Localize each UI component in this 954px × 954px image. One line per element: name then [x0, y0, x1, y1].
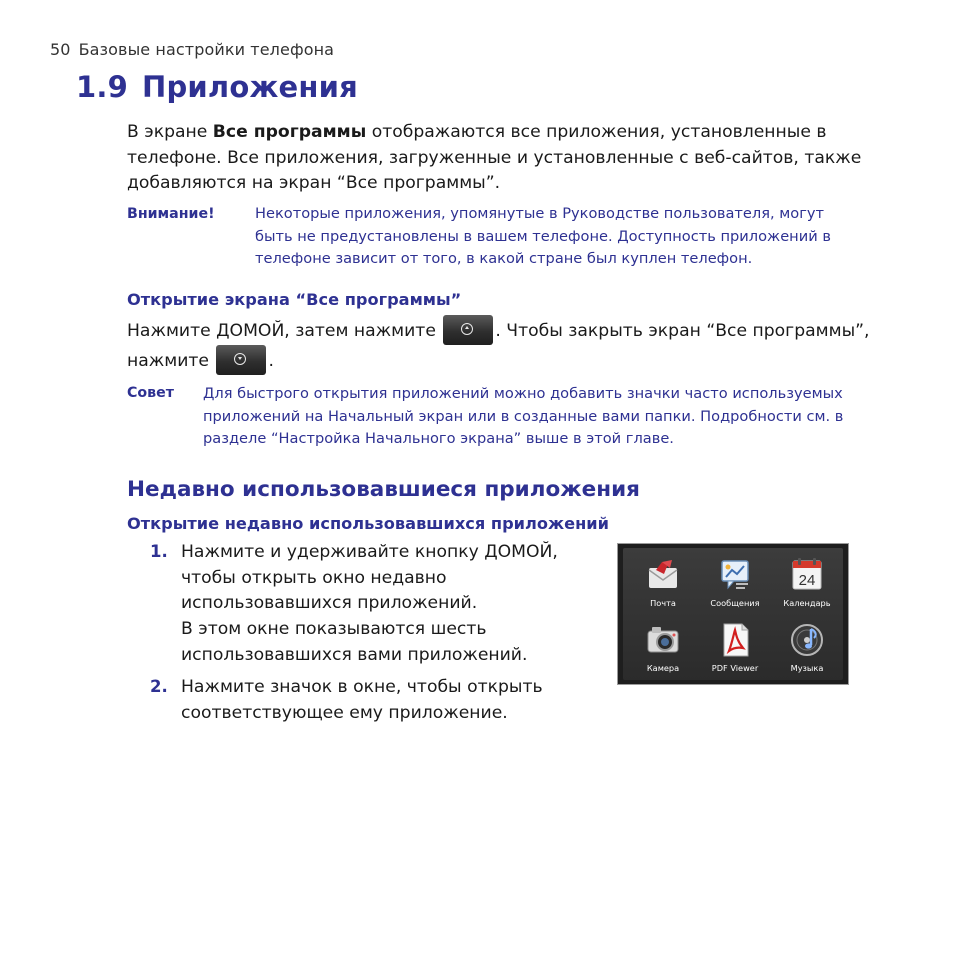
music-icon	[788, 621, 826, 659]
pdf-viewer-icon	[716, 621, 754, 659]
calendar-day-text: 24	[798, 572, 816, 589]
tip-text: Для быстрого открытия приложений можно добавить значки часто используемых приложений на Начальный экран или в созданные вами папки. Подробности см. в разделе “Настройка Начального экрана” выше в этой главе.	[203, 385, 844, 447]
app-mail[interactable]	[631, 556, 695, 608]
open-all-text-1: Нажмите ДОМОЙ, затем нажмите	[127, 321, 442, 341]
section-title	[76, 70, 358, 104]
recent-apps-screenshot	[617, 543, 849, 685]
camera-icon	[644, 621, 682, 659]
step-2-text: Нажмите значок в окне, чтобы открыть соответствующее ему приложение.	[181, 677, 543, 723]
open-all-text-4: .	[268, 351, 274, 371]
app-camera[interactable]	[631, 621, 695, 673]
messages-icon	[716, 556, 754, 594]
app-label: Почта	[650, 598, 676, 608]
app-messages[interactable]	[703, 556, 767, 608]
intro-bold: Все программы	[212, 122, 367, 142]
app-label: Календарь	[783, 598, 831, 608]
app-label: Камера	[646, 663, 680, 673]
intro-text-2: отображаются все приложения, установленные в телефоне. Все приложения, загруженные и установленные с веб-сайтов, также добавляются на экран “Все программы”.	[127, 122, 862, 193]
section-title-text: Приложения	[141, 70, 359, 104]
section-number: 1.9	[76, 70, 128, 104]
step-2-number: 2.	[150, 677, 168, 696]
open-all-text-3: нажмите	[127, 351, 215, 371]
recent-subheading: Открытие недавно использовавшихся приложений	[127, 514, 609, 533]
app-label: Музыка	[790, 663, 824, 673]
open-all-heading: Открытие экрана “Все программы”	[127, 290, 462, 309]
running-header	[50, 40, 334, 59]
calendar-icon	[788, 556, 826, 594]
intro-paragraph	[127, 120, 867, 197]
intro-text-1: В экране	[127, 122, 213, 142]
running-title: Базовые настройки телефона	[78, 40, 335, 59]
open-all-text-2: . Чтобы закрыть экран “Все программы”,	[495, 321, 870, 341]
app-label: PDF Viewer	[711, 663, 759, 673]
tip-label: Совет	[127, 385, 174, 401]
step-1-extra: В этом окне показываются шесть использовавшихся вами приложений.	[181, 619, 528, 665]
note-label: Внимание!	[127, 206, 215, 222]
mail-icon	[644, 556, 682, 594]
recent-heading: Недавно использовавшиеся приложения	[127, 477, 640, 502]
open-all-paragraph	[127, 315, 887, 375]
all-programs-close-button-icon	[216, 345, 266, 375]
page-number: 50	[50, 40, 71, 59]
app-calendar[interactable]	[775, 556, 839, 608]
note-text: Некоторые приложения, упомянутые в Руководстве пользователя, могут быть не предустановлены в вашем телефоне. Доступность приложений в телефоне зависит от того, в какой стране был куплен телефон.	[255, 205, 831, 267]
app-label: Сообщения	[710, 598, 760, 608]
step-1-text: Нажмите и удерживайте кнопку ДОМОЙ, чтобы открыть окно недавно использовавшихся приложений.	[181, 542, 558, 613]
all-programs-open-button-icon	[443, 315, 493, 345]
app-pdf-viewer[interactable]	[703, 621, 767, 673]
step-1-number: 1.	[150, 542, 168, 561]
app-music[interactable]	[775, 621, 839, 673]
